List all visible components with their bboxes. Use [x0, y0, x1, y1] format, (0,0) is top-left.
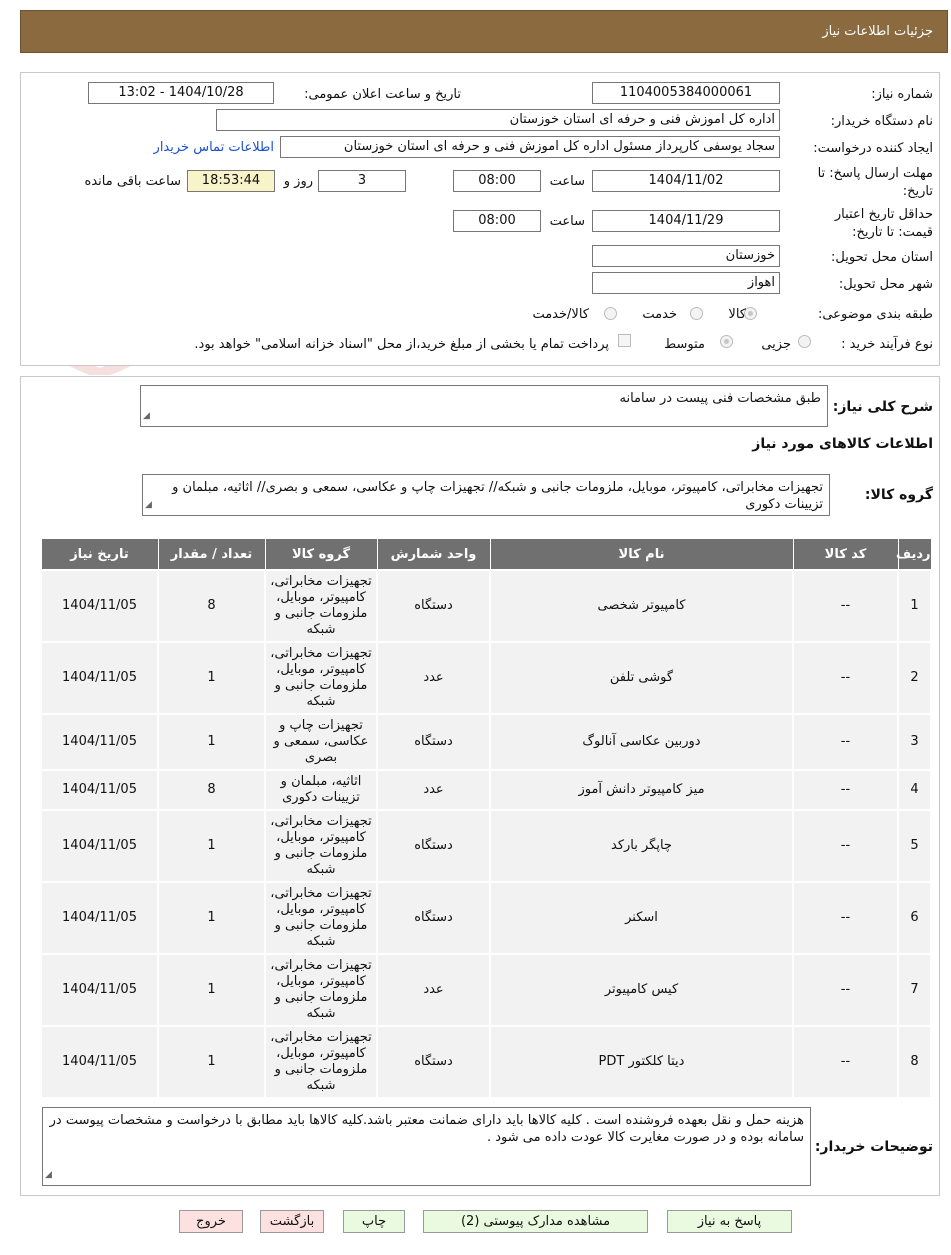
resize-grip-icon[interactable]: ◢ — [45, 1170, 52, 1180]
table-header-row — [41, 539, 931, 571]
resize-grip-icon[interactable]: ◢ — [143, 411, 150, 421]
col-header-date: تاریخ نیاز — [41, 539, 158, 571]
table-row — [41, 714, 931, 770]
buyer-org-field: اداره کل اموزش فنی و حرفه ای استان خوزستان — [216, 109, 780, 131]
cell-row-number: 8 — [898, 1026, 931, 1098]
cell-code: -- — [793, 714, 898, 770]
table-row — [41, 570, 931, 642]
col-header-quantity: تعداد / مقدار — [158, 539, 265, 571]
group-text: تجهیزات مخابراتی، کامپیوتر، موبایل، ملزومات جانبی و شبکه// تجهیزات چاپ و عکاسی، سمعی و بصری// اثاثیه، مبلمان و تزیینات دکوری — [172, 480, 823, 512]
province-label: استان محل تحویل: — [831, 250, 933, 265]
print-button[interactable]: چاپ — [343, 1210, 405, 1233]
buyer-notes-field — [42, 1107, 811, 1186]
cell-date: 1404/11/05 — [41, 570, 158, 642]
reply-deadline-label — [818, 165, 933, 201]
cell-group: تجهیزات چاپ و عکاسی، سمعی و بصری — [265, 714, 377, 770]
group-field — [142, 474, 830, 516]
days-field: 3 — [318, 170, 406, 192]
cell-group: تجهیزات مخابراتی، کامپیوتر، موبایل، ملزومات جانبی و شبکه — [265, 1026, 377, 1098]
city-field: اهواز — [592, 272, 780, 294]
col-header-group: گروه کالا — [265, 539, 377, 571]
cell-quantity: 1 — [158, 954, 265, 1026]
cell-row-number: 5 — [898, 810, 931, 882]
cell-date: 1404/11/05 — [41, 770, 158, 810]
process-radio-minor[interactable] — [798, 335, 811, 348]
goods-info-title: اطلاعات کالاهای مورد نیاز — [752, 436, 933, 452]
cell-group: تجهیزات مخابراتی، کامپیوتر، موبایل، ملزومات جانبی و شبکه — [265, 882, 377, 954]
summary-label: شرح کلی نیاز: — [832, 399, 933, 415]
need-number-field: 1104005384000061 — [592, 82, 780, 104]
cell-name: اسکنر — [490, 882, 793, 954]
summary-text: طبق مشخصات فنی پیست در سامانه — [619, 391, 821, 406]
cell-unit: دستگاه — [377, 1026, 490, 1098]
buyer-notes-text: هزینه حمل و نقل بعهده فروشنده است . کلیه کالاها باید دارای ضمانت معتبر باشد.کلیه کالاها باید مطابق با درخواست و مشخصات پیوست در سامانه بوده و در صورت مغایرت کالا عودت داده می شود . — [49, 1113, 804, 1145]
process-label: نوع فرآیند خرید : — [841, 337, 933, 352]
process-radio-medium[interactable] — [720, 335, 733, 348]
treasury-note: پرداخت تمام یا بخشی از مبلغ خرید،از محل "اسناد خزانه اسلامی" خواهد بود. — [194, 337, 609, 352]
col-header-row-number: ردیف — [898, 539, 931, 571]
days-label: روز و — [283, 174, 313, 189]
cell-group: اثاثیه، مبلمان و تزیینات دکوری — [265, 770, 377, 810]
category-radio-goods-service[interactable] — [604, 307, 617, 320]
page-header — [20, 10, 948, 53]
cell-name: دیتا کلکتور PDT — [490, 1026, 793, 1098]
attachments-button[interactable]: مشاهده مدارک پیوستی (2) — [423, 1210, 648, 1233]
cell-date: 1404/11/05 — [41, 810, 158, 882]
cell-date: 1404/11/05 — [41, 714, 158, 770]
validity-label-line1: حداقل تاریخ اعتبار — [834, 207, 933, 222]
cell-quantity: 1 — [158, 714, 265, 770]
table-row — [41, 810, 931, 882]
reply-date-field: 1404/11/02 — [592, 170, 780, 192]
exit-button[interactable]: خروج — [179, 1210, 243, 1233]
need-number-label: شماره نیاز: — [871, 87, 933, 102]
buyer-org-label: نام دستگاه خریدار: — [830, 114, 933, 129]
cell-group: تجهیزات مخابراتی، کامپیوتر، موبایل، ملزومات جانبی و شبکه — [265, 810, 377, 882]
cell-name: دوربین عکاسی آنالوگ — [490, 714, 793, 770]
cell-unit: عدد — [377, 770, 490, 810]
cell-quantity: 1 — [158, 810, 265, 882]
category-radio-service[interactable] — [690, 307, 703, 320]
table-row — [41, 770, 931, 810]
creator-field: سجاد یوسفی کارپرداز مسئول اداره کل اموزش فنی و حرفه ای استان خوزستان — [280, 136, 780, 158]
announce-label: تاریخ و ساعت اعلان عمومی: — [304, 87, 461, 102]
process-option-medium: متوسط — [664, 337, 705, 352]
validity-date-field: 1404/11/29 — [592, 210, 780, 232]
creator-label: ایجاد کننده درخواست: — [813, 141, 933, 156]
announce-field: 1404/10/28 - 13:02 — [88, 82, 274, 104]
cell-row-number: 7 — [898, 954, 931, 1026]
cell-unit: دستگاه — [377, 570, 490, 642]
cell-row-number: 3 — [898, 714, 931, 770]
cell-unit: عدد — [377, 642, 490, 714]
reply-button[interactable]: پاسخ به نیاز — [667, 1210, 792, 1233]
cell-group: تجهیزات مخابراتی، کامپیوتر، موبایل، ملزومات جانبی و شبکه — [265, 642, 377, 714]
page-title: جزئیات اطلاعات نیاز — [822, 24, 933, 39]
col-header-unit: واحد شمارش — [377, 539, 490, 571]
validity-label — [835, 206, 933, 242]
buyer-contact-link[interactable]: اطلاعات تماس خریدار — [153, 140, 274, 155]
reply-deadline-label-line1: مهلت ارسال پاسخ: تا — [817, 166, 933, 181]
city-label: شهر محل تحویل: — [838, 277, 933, 292]
table-row — [41, 642, 931, 714]
cell-date: 1404/11/05 — [41, 954, 158, 1026]
back-button[interactable]: بازگشت — [260, 1210, 324, 1233]
category-option-goods-service: کالا/خدمت — [532, 307, 589, 322]
cell-row-number: 2 — [898, 642, 931, 714]
col-header-name: نام کالا — [490, 539, 793, 571]
cell-date: 1404/11/05 — [41, 1026, 158, 1098]
cell-name: کامپیوتر شخصی — [490, 570, 793, 642]
remaining-label: ساعت باقی مانده — [84, 174, 181, 189]
reply-time-field: 08:00 — [453, 170, 541, 192]
cell-unit: دستگاه — [377, 882, 490, 954]
col-header-code: کد کالا — [793, 539, 898, 571]
resize-grip-icon[interactable]: ◢ — [145, 500, 152, 510]
cell-quantity: 8 — [158, 570, 265, 642]
cell-code: -- — [793, 954, 898, 1026]
cell-name: چاپگر بارکد — [490, 810, 793, 882]
items-table — [40, 538, 932, 1099]
cell-name: گوشی تلفن — [490, 642, 793, 714]
validity-label-line2: قیمت: تا تاریخ: — [852, 225, 933, 240]
buyer-notes-label: توضیحات خریدار: — [814, 1139, 933, 1155]
cell-code: -- — [793, 570, 898, 642]
validity-time-label: ساعت — [549, 214, 585, 229]
reply-time-label: ساعت — [549, 174, 585, 189]
remaining-time-field: 18:53:44 — [187, 170, 275, 192]
summary-field — [140, 385, 828, 427]
category-label: طبقه بندی موضوعی: — [817, 307, 933, 322]
cell-code: -- — [793, 642, 898, 714]
cell-group: تجهیزات مخابراتی، کامپیوتر، موبایل، ملزومات جانبی و شبکه — [265, 570, 377, 642]
cell-name: کیس کامپیوتر — [490, 954, 793, 1026]
cell-unit: عدد — [377, 954, 490, 1026]
cell-code: -- — [793, 882, 898, 954]
cell-quantity: 1 — [158, 882, 265, 954]
table-row — [41, 954, 931, 1026]
process-option-minor: جزیی — [761, 337, 791, 352]
cell-row-number: 6 — [898, 882, 931, 954]
treasury-checkbox[interactable] — [618, 334, 631, 347]
cell-quantity: 8 — [158, 770, 265, 810]
cell-group: تجهیزات مخابراتی، کامپیوتر، موبایل، ملزومات جانبی و شبکه — [265, 954, 377, 1026]
reply-deadline-label-line2: تاریخ: — [902, 184, 933, 199]
cell-code: -- — [793, 810, 898, 882]
cell-quantity: 1 — [158, 642, 265, 714]
cell-code: -- — [793, 770, 898, 810]
cell-row-number: 4 — [898, 770, 931, 810]
cell-unit: دستگاه — [377, 810, 490, 882]
category-option-service: خدمت — [642, 307, 677, 322]
group-label: گروه کالا: — [864, 487, 933, 503]
cell-row-number: 1 — [898, 570, 931, 642]
validity-time-field: 08:00 — [453, 210, 541, 232]
cell-date: 1404/11/05 — [41, 642, 158, 714]
cell-quantity: 1 — [158, 1026, 265, 1098]
category-option-goods: کالا — [728, 307, 746, 322]
province-field: خوزستان — [592, 245, 780, 267]
cell-name: میز کامپیوتر دانش آموز — [490, 770, 793, 810]
cell-date: 1404/11/05 — [41, 882, 158, 954]
table-row — [41, 882, 931, 954]
table-row — [41, 1026, 931, 1098]
cell-code: -- — [793, 1026, 898, 1098]
cell-unit: دستگاه — [377, 714, 490, 770]
